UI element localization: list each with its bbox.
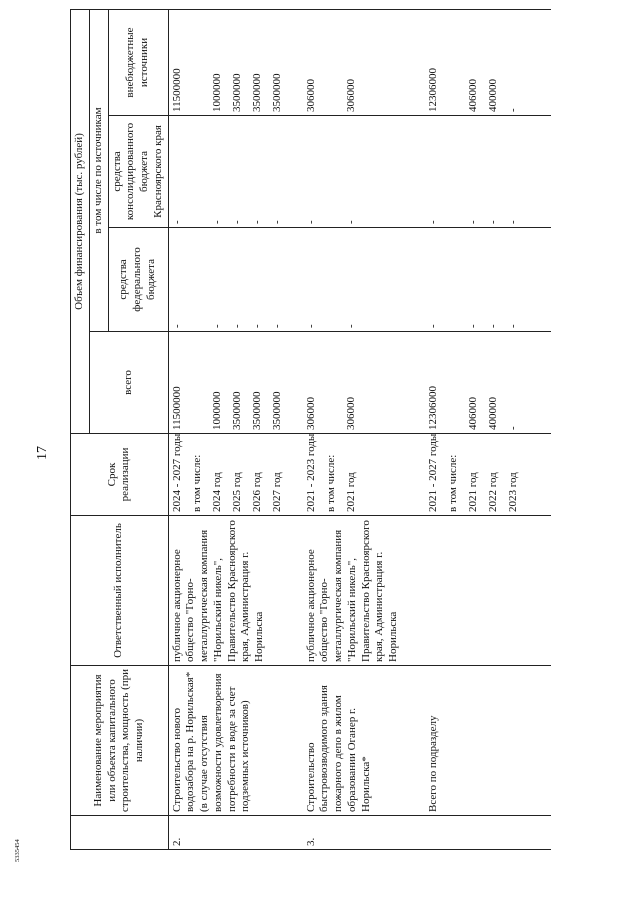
spacer-cell (529, 332, 551, 434)
amount-value: - (250, 324, 263, 328)
header-total: всего (89, 332, 168, 434)
amount-value: - (486, 220, 499, 224)
row-number: 2. (168, 816, 293, 850)
term-line: 2024 - 2027 годы (170, 433, 183, 512)
amount-value (325, 335, 345, 430)
amount-value: - (210, 324, 223, 328)
amount-value (191, 335, 211, 430)
amount-value: 400000 (486, 79, 499, 112)
amount-value: 3500000 (250, 391, 263, 430)
spacer-cell (293, 9, 303, 115)
amount-value: - (170, 324, 183, 328)
amount-value (191, 119, 211, 224)
amount-value: 306000 (344, 397, 357, 430)
row-term-cell (168, 434, 293, 516)
amount-value: 400000 (486, 397, 499, 430)
term-line: в том числе: (446, 454, 459, 512)
rotated-page (70, 10, 610, 850)
term-line: 2024 год (210, 472, 223, 512)
amount-value: - (506, 220, 519, 224)
table-row (168, 9, 293, 849)
page-number: 17 (35, 446, 50, 460)
spacer-cell (293, 332, 303, 434)
amount-value: - (426, 220, 439, 224)
amount-value: - (230, 324, 243, 328)
spacer-cell (529, 228, 551, 332)
amount-value (447, 119, 467, 224)
term-line: в том числе: (190, 454, 203, 512)
amount-value: 406000 (466, 79, 479, 112)
row-term-cell (303, 434, 403, 516)
amount-value (447, 335, 467, 430)
row-name: Строительство нового водозабора на р. Норильская* (в случае отсутствия возможности удовлетворения потребности в воде за счет подземных источников) (168, 666, 293, 816)
amount-value (325, 231, 345, 328)
row-number: 3. (303, 816, 403, 850)
amount-value: 1000000 (210, 73, 223, 112)
header-including: в том числе по источникам (89, 9, 108, 331)
row-federal-cell (168, 228, 293, 332)
amount-value: - (486, 324, 499, 328)
spacer-cell (403, 332, 425, 434)
table-row (303, 9, 403, 849)
amount-value: 11500000 (170, 68, 183, 112)
row-name: Строительство быстровозводимого здания пожарного депо в жилом образовании Оганер г. Норильска* (303, 666, 403, 816)
spacer-cell (293, 516, 303, 666)
amount-value: - (270, 220, 283, 224)
amount-value: 306000 (304, 79, 317, 112)
term-line: 2021 - 2023 годы (304, 433, 317, 512)
amount-value: - (270, 324, 283, 328)
term-line: 2021 год (466, 472, 479, 512)
spacer-cell (293, 666, 303, 816)
spacer-cell (403, 228, 425, 332)
header-extra: внебюджетные источники (108, 9, 168, 115)
amount-value: 12306000 (426, 68, 439, 112)
row-spacer (529, 9, 551, 849)
amount-value: - (506, 324, 519, 328)
amount-value: - (426, 324, 439, 328)
amount-value (325, 13, 345, 112)
term-line: 2022 год (486, 472, 499, 512)
amount-value: - (304, 220, 317, 224)
amount-value: - (506, 108, 519, 112)
amount-value (447, 13, 467, 112)
row-total-cell (303, 332, 403, 434)
term-line: 2023 год (506, 472, 519, 512)
amount-value: - (210, 220, 223, 224)
spacer-cell (293, 116, 303, 228)
amount-value: 3500000 (230, 73, 243, 112)
amount-value: 11500000 (170, 386, 183, 430)
row-regional-cell (303, 116, 403, 228)
header-term: Срок реализации (71, 434, 169, 516)
amount-value: 306000 (304, 397, 317, 430)
amount-value: - (344, 324, 357, 328)
row-executor (425, 516, 529, 666)
amount-value: 12306000 (426, 386, 439, 430)
term-line: 2021 - 2027 годы (426, 433, 439, 512)
row-extra-cell (425, 9, 529, 115)
amount-value: - (170, 220, 183, 224)
amount-value: - (230, 220, 243, 224)
spacer-cell (403, 666, 425, 816)
header-federal: средства федерального бюджета (108, 228, 168, 332)
row-regional-cell (425, 116, 529, 228)
amount-value: - (344, 220, 357, 224)
amount-value: 3500000 (250, 73, 263, 112)
row-extra-cell (303, 9, 403, 115)
amount-value: 406000 (466, 397, 479, 430)
amount-value: - (466, 220, 479, 224)
header-funding: Объем финансирования (тыс. рублей) (71, 9, 90, 433)
row-federal-cell (303, 228, 403, 332)
amount-value: 306000 (344, 79, 357, 112)
amount-value (191, 231, 211, 328)
spacer-cell (529, 666, 551, 816)
term-line: 2025 год (230, 472, 243, 512)
document-code: 5335454 (14, 839, 21, 862)
funding-table (70, 9, 551, 850)
spacer-cell (529, 9, 551, 115)
spacer-cell (293, 228, 303, 332)
term-line: в том числе: (324, 454, 337, 512)
spacer-cell (403, 816, 425, 850)
amount-value (191, 13, 211, 112)
row-regional-cell (168, 116, 293, 228)
spacer-cell (293, 434, 303, 516)
header-regional: средства консолидированного бюджета Красноярского края (108, 116, 168, 228)
header-executor: Ответственный исполнитель (71, 516, 169, 666)
spacer-cell (529, 116, 551, 228)
table-body (168, 9, 551, 849)
amount-value: - (466, 324, 479, 328)
amount-value: 1000000 (210, 391, 223, 430)
row-number (425, 816, 529, 850)
spacer-cell (403, 434, 425, 516)
row-spacer (403, 9, 425, 849)
spacer-cell (403, 9, 425, 115)
header-num (71, 816, 169, 850)
amount-value: - (250, 220, 263, 224)
row-executor: публичное акционерное общество "Горно-металлургическая компания "Норильский никель", Правительство Красноярского края, Администрация г. Норильска (303, 516, 403, 666)
row-total-cell (425, 332, 529, 434)
term-line: 2027 год (270, 472, 283, 512)
row-spacer (293, 9, 303, 849)
amount-value: - (506, 426, 519, 430)
amount-value: 3500000 (270, 73, 283, 112)
amount-value (325, 119, 345, 224)
row-federal-cell (425, 228, 529, 332)
spacer-cell (403, 516, 425, 666)
row-executor: публичное акционерное общество "Горно-металлургическая компания "Норильский никель", Правительство Красноярского края, Администрация г. Норильска (168, 516, 293, 666)
spacer-cell (529, 434, 551, 516)
row-total-cell (168, 332, 293, 434)
spacer-cell (403, 116, 425, 228)
spacer-cell (529, 816, 551, 850)
table-row (425, 9, 529, 849)
amount-value: - (304, 324, 317, 328)
amount-value: 3500000 (230, 391, 243, 430)
term-line: 2026 год (250, 472, 263, 512)
spacer-cell (529, 516, 551, 666)
amount-value: 3500000 (270, 391, 283, 430)
term-line: 2021 год (344, 472, 357, 512)
row-term-cell (425, 434, 529, 516)
row-extra-cell (168, 9, 293, 115)
row-name: Всего по подразделу (425, 666, 529, 816)
spacer-cell (293, 816, 303, 850)
header-name: Наименование мероприятия или объекта капитального строительства, мощность (при наличии) (71, 666, 169, 816)
amount-value (447, 231, 467, 328)
